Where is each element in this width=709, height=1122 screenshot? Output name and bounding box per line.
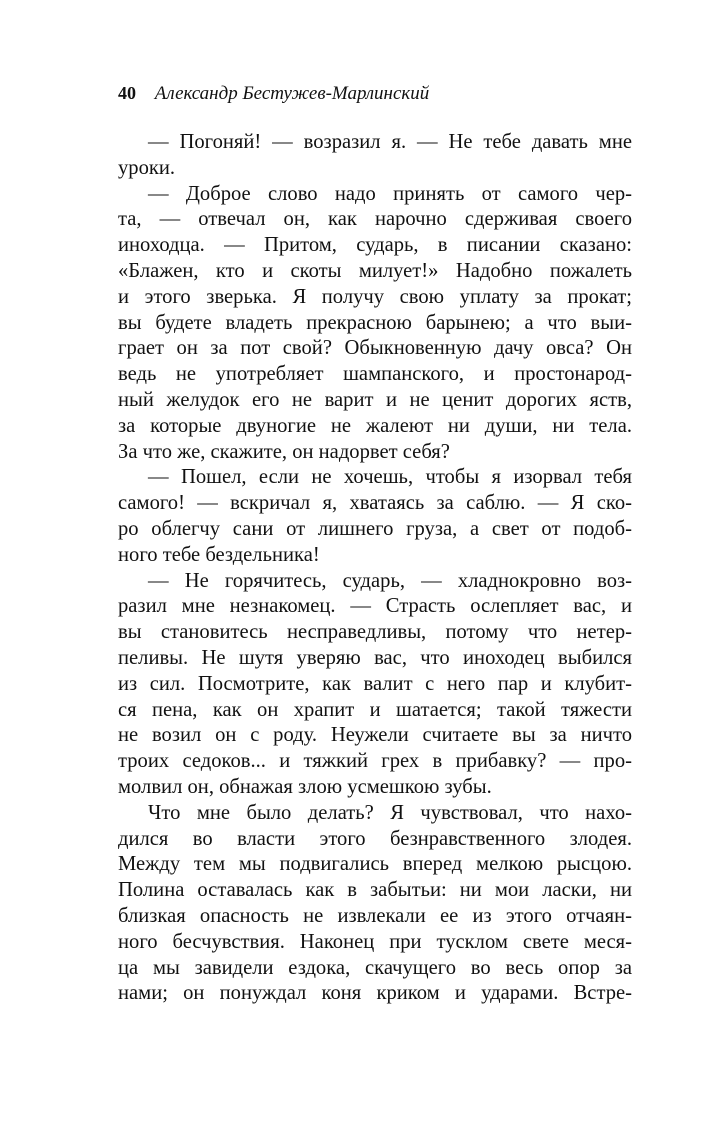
text-line: нами; он понуждал коня криком и ударами. Встре- [118,982,632,1005]
text-line: «Блажен, кто и скоты милует!» Надобно пожалеть [118,259,632,282]
text-line: уроки. [118,156,176,179]
text-line: — Погоняй! — возразил я. — Не тебе давать мне [148,131,632,153]
text-line: — Пошел, если не хочешь, чтобы я изорвал тебя [148,466,632,489]
text-line: Что мне было делать? Я чувствовал, что нахо- [148,801,632,824]
text-line: вы будете владеть прекрасною барынею; а что выи- [118,311,632,334]
text-line: ро облегчу сани от лишнего груза, а свет от подоб- [118,517,632,540]
text-line: ца мы завидели ездока, скачущего во весь опор за [118,956,632,979]
text-line: ся пена, как он храпит и шатается; такой тяжести [118,698,632,721]
text-line: ный желудок его не варит и не ценит дорогих яств, [118,388,632,411]
text-line: и этого зверька. Я получу свою уплату за прокат; [118,285,632,308]
text-line: пеливы. Не шутя уверяю вас, что иноходец выбился [118,646,632,669]
text-line: — Не горячитесь, сударь, — хладнокровно воз- [148,569,632,592]
text-line: дился во власти этого безнравственного злодея. [118,827,632,850]
body-text [118,130,632,1007]
text-line: из сил. Посмотрите, как валит с него пар и клубит- [118,672,632,695]
text-line: грает он за пот свой? Обыкновенную дачу овса? Он [118,337,632,360]
text-line: молвил он, обнажая злою усмешкою зубы. [118,775,492,798]
text-line: разил мне незнакомец. — Страсть ослепляет вас, и [118,595,632,618]
text-line: ного тебе бездельника! [118,543,320,566]
text-line: — Доброе слово надо принять от самого чер- [148,182,632,205]
text-line: вы становитесь несправедливы, потому что нетер- [118,621,632,644]
text-line: иноходца. — Притом, сударь, в писании сказано: [118,234,632,257]
running-head-title: Александр Бестужев-Марлинский [154,83,430,104]
page-number: 40 [118,83,136,103]
text-line: не возил он с роду. Неужели считаете вы за ничто [118,724,632,747]
running-head [118,78,632,108]
book-page [118,78,632,1007]
text-line: близкая опасность не извлекали ее из этого отчаян- [118,904,632,927]
text-line: ведь не употребляет шампанского, и простонарод- [118,363,632,386]
text-line: самого! — вскричал я, хватаясь за саблю. — Я ско- [118,492,632,515]
text-line: за которые двуногие не жалеют ни души, ни тела. [118,414,632,437]
text-line: Полина оставалась как в забытьи: ни мои ласки, ни [118,879,632,902]
text-line: За что же, скажите, он надорвет себя? [118,440,450,463]
text-line: Между тем мы подвигались вперед мелкою рысцою. [118,853,632,876]
text-line: ного бесчувствия. Наконец при тусклом свете меся- [118,930,632,953]
text-line: троих седоков... и тяжкий грех в прибавку? — про- [118,750,632,773]
text-line: та, — отвечал он, как нарочно сдерживая своего [118,208,632,231]
